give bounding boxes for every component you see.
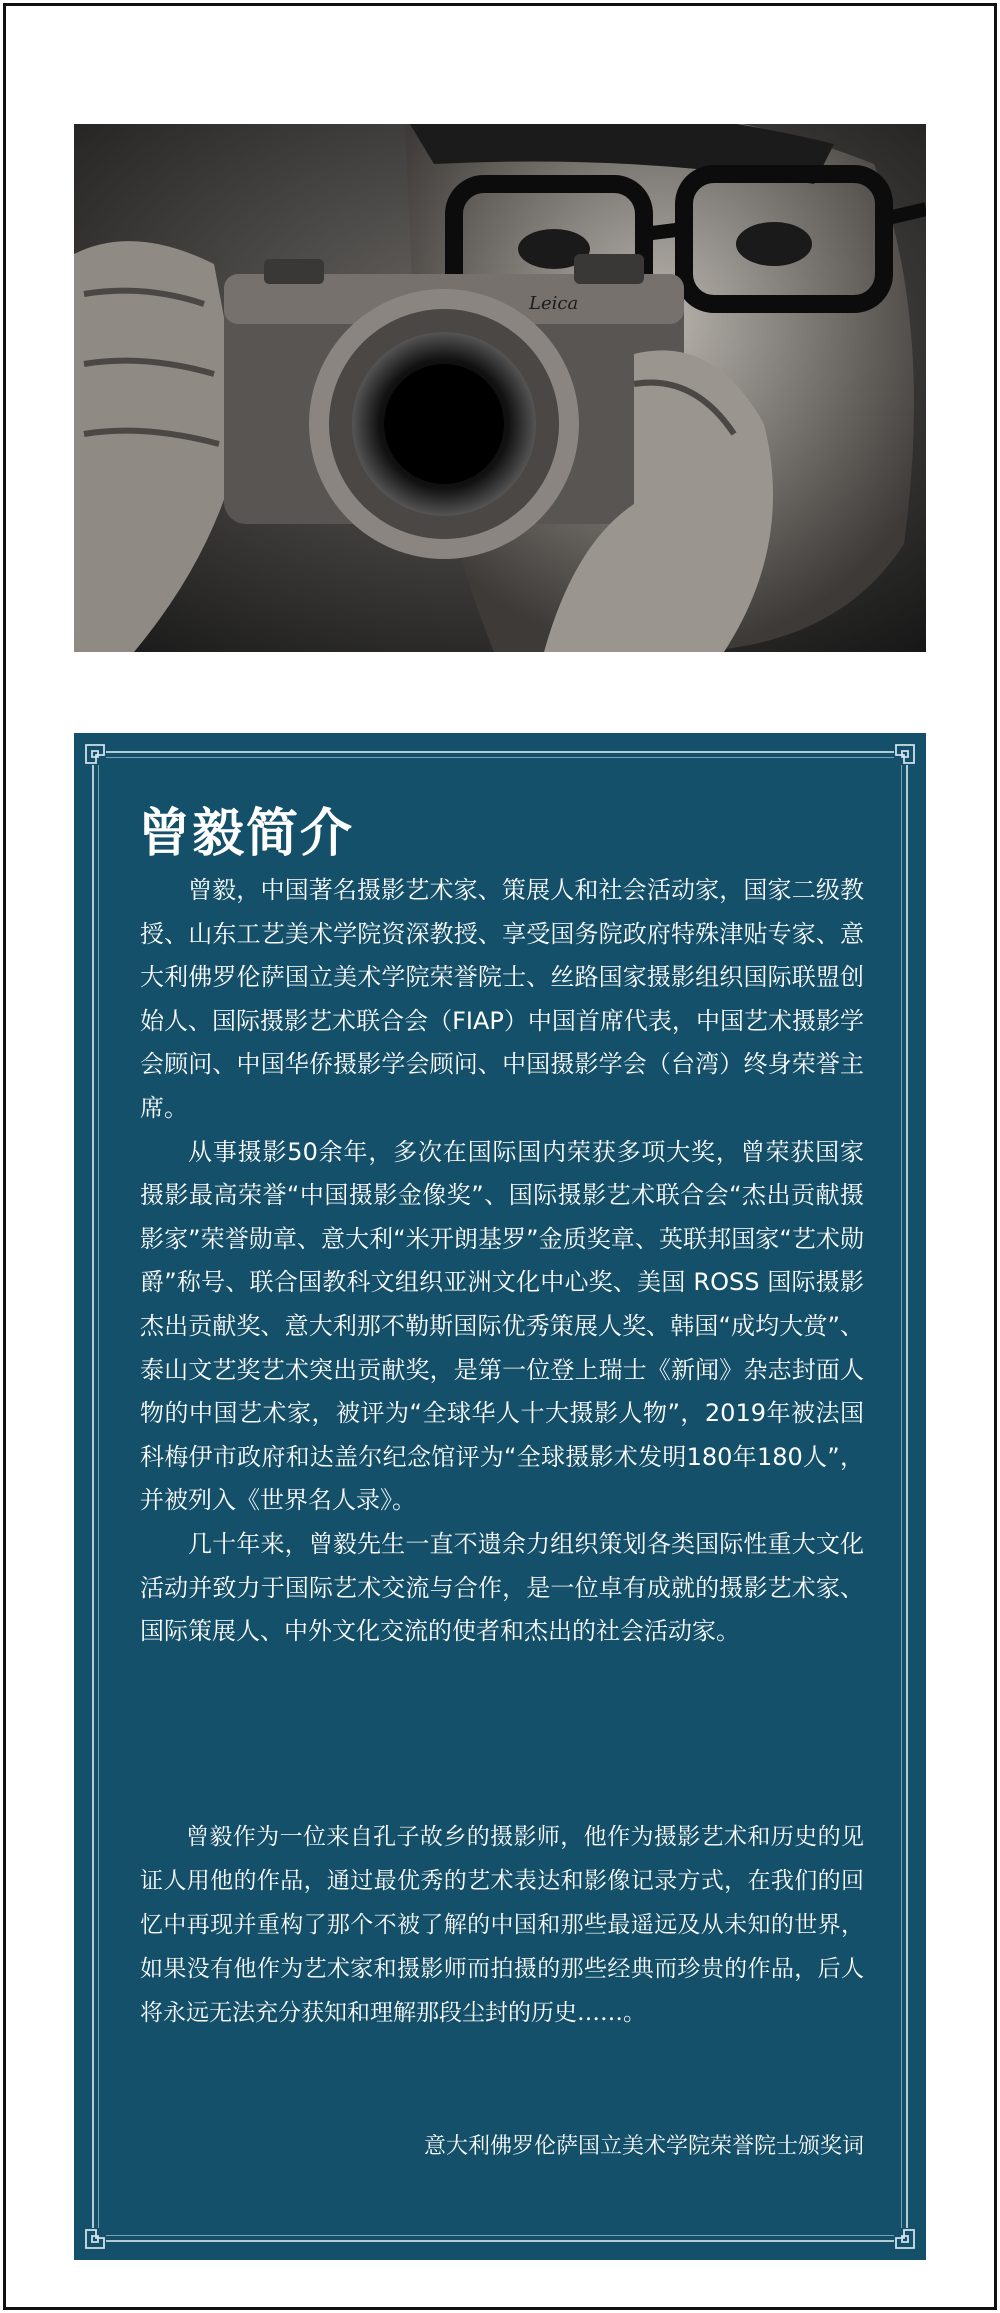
corner-ornament-icon (894, 743, 916, 765)
bio-paragraph: 曾毅，中国著名摄影艺术家、策展人和社会活动家，国家二级教授、山东工艺美术学院资深教授、享受国务院政府特殊津贴专家、意大利佛罗伦萨国立美术学院荣誉院士、丝路国家摄影组织国际联盟创始人、国际摄影艺术联合会（FIAP）中国首席代表，中国艺术摄影学会顾问、中国华侨摄影学会顾问、中国摄影学会（台湾）终身荣誉主席。 (140, 876, 864, 1122)
corner-ornament-icon (84, 743, 106, 765)
biography-panel (74, 733, 926, 2260)
quote-attribution: 意大利佛罗伦萨国立美术学院荣誉院士颁奖词 (423, 2134, 864, 2159)
bio-paragraph: 几十年来，曾毅先生一直不遗余力组织策划各类国际性重大文化活动并致力于国际艺术交流与合作，是一位卓有成就的摄影艺术家、国际策展人、中外文化交流的使者和杰出的社会活动家。 (140, 1529, 864, 1646)
corner-ornament-icon (84, 2228, 106, 2250)
award-citation-quote (140, 1815, 864, 2035)
quote-paragraph: 曾毅作为一位来自孔子故乡的摄影师，他作为摄影艺术和历史的见证人用他的作品，通过最优秀的艺术表达和影像记录方式，在我们的回忆中再现并重构了那个不被了解的中国和那些最遥远及从未知的世界，如果没有他作为艺术家和摄影师而拍摄的那些经典而珍贵的作品，后人将永远无法充分获知和理解那段尘封的历史……。 (140, 1824, 864, 2026)
biography-text (140, 869, 864, 1654)
svg-text:Leica: Leica (529, 293, 579, 314)
page-title: 曾毅简介 (138, 803, 355, 864)
portrait-photo (74, 124, 926, 652)
bio-paragraph: 从事摄影50余年，多次在国际国内荣获多项大奖，曾荣获国家摄影最高荣誉“中国摄影金像奖”、国际摄影艺术联合会“杰出贡献摄影家”荣誉勋章、意大利“米开朗基罗”金质奖章、英联邦国家“艺术勋爵”称号、联合国教科文组织亚洲文化中心奖、美国 ROSS 国际摄影杰出贡献奖、意大利那不勒斯国际优秀策展人奖、韩国“成均大赏”、泰山文艺奖艺术突出贡献奖，是第一位登上瑞士《新闻》杂志封面人物的中国艺术家，被评为“全球华人十大摄影人物”，2019年被法国科梅伊市政府和达盖尔纪念馆评为“全球摄影术发明180年180人”，并被列入《世界名人录》。 (140, 1137, 864, 1515)
camera-portrait-image (74, 124, 926, 652)
corner-ornament-icon (894, 2228, 916, 2250)
